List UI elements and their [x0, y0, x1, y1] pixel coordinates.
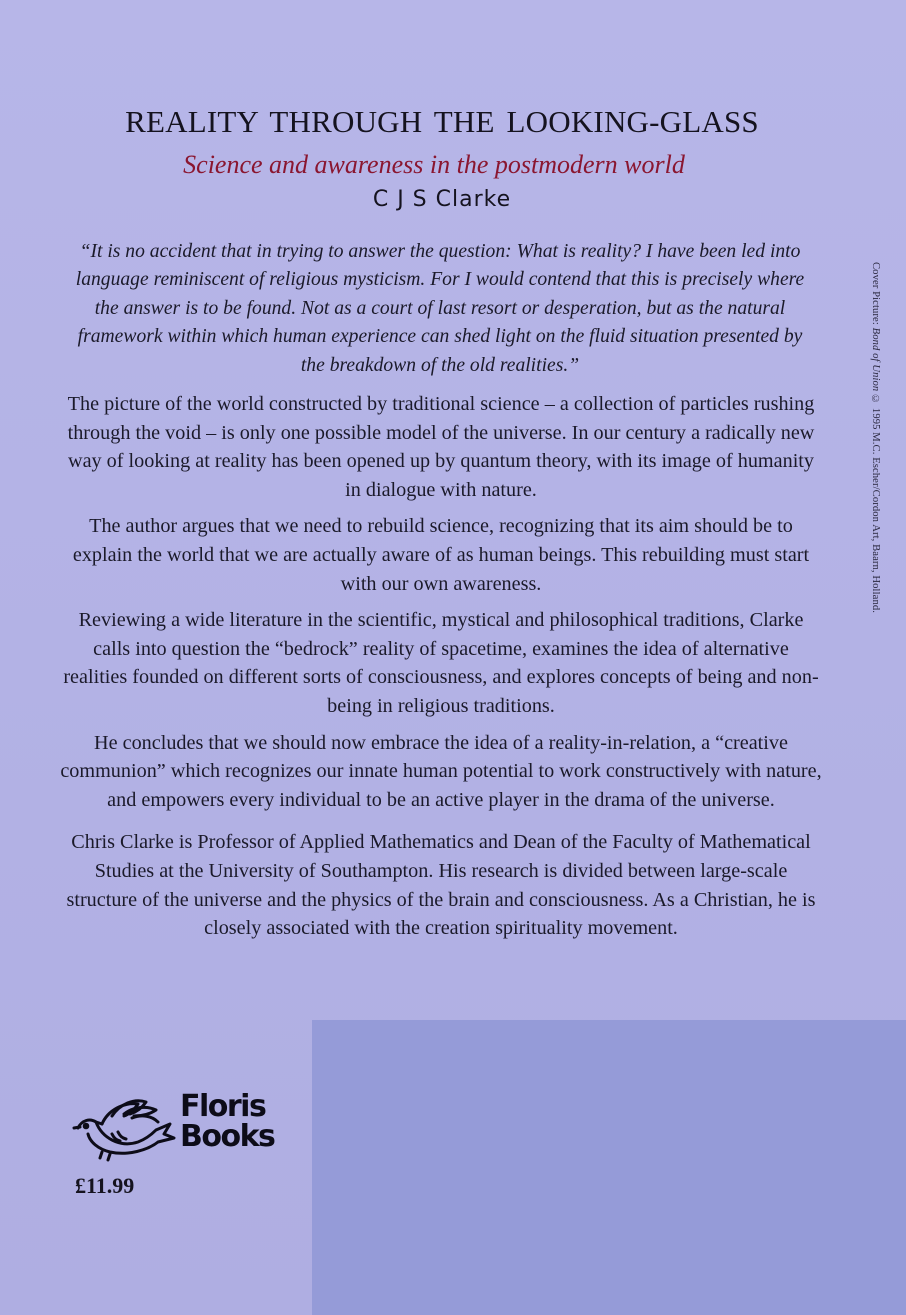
book-title: REALITY THROUGH THE LOOKING-GLASS — [125, 104, 759, 139]
credit-picture-title: Bond of Union — [870, 327, 881, 392]
credit-rest: © 1995 M.C. Escher/Cordon Art, Baarn, Holland. — [870, 391, 881, 613]
publisher-name-line1: Floris — [180, 1089, 266, 1124]
author-bio: Chris Clarke is Professor of Applied Mathematics and Dean of the Faculty of Mathematical Studies at the University of Southampton. His research is divided between large-scale structure of the universe and the physics of the brain and consciousness. As a Christian, he is closely associated with the creation spirituality movement. — [66, 831, 816, 940]
blurb — [60, 390, 822, 951]
blurb-paragraph: Reviewing a wide literature in the scientific, mystical and philosophical traditions, Clarke calls into question the “bedrock” reality of spacetime, examines the idea of alternative realities founded on different sorts of consciousness, and explores concepts of being and non-being in religious traditions. — [63, 609, 819, 717]
blurb-paragraph: The picture of the world constructed by traditional science – a collection of particles rushing through the void – is only one possible model of the universe. In our century a radically new way of looking at reality has been opened up by quantum theory, with its image of humanity in dialogue with nature. — [67, 393, 815, 501]
blurb-paragraph: He concludes that we should now embrace the idea of a reality-in-relation, a “creative communion” which recognizes our innate human potential to work constructively with nature, and empowers every individual to be an active player in the drama of the universe. — [60, 731, 822, 811]
credit-prefix: Cover Picture: — [870, 262, 881, 328]
publisher-name-line2: Books — [180, 1119, 275, 1154]
cover-picture-credit — [863, 262, 881, 662]
publisher-logo — [72, 1089, 275, 1164]
barcode-panel — [312, 1020, 906, 1315]
blurb-paragraph: The author argues that we need to rebuild science, recognizing that its aim should be to explain the world that we are actually aware of as human beings. This rebuilding must start with our own awareness. — [72, 515, 810, 595]
bird-icon — [72, 1094, 178, 1162]
publisher-name — [180, 1089, 275, 1154]
price: £11.99 — [75, 1173, 135, 1198]
book-subtitle: Science and awareness in the postmodern world — [183, 150, 685, 179]
book-author: C J S Clarke — [372, 187, 512, 212]
pull-quote: “It is no accident that in trying to answer the question: What is reality? I have been led into language reminiscent of religious mysticism. For I would contend that this is precisely where the answer is to be found. Not as a court of last resort or desperation, but as the natural framework within which human experience can shed light on the fluid situation presented by the breakdown of the old realities.” — [75, 241, 805, 376]
